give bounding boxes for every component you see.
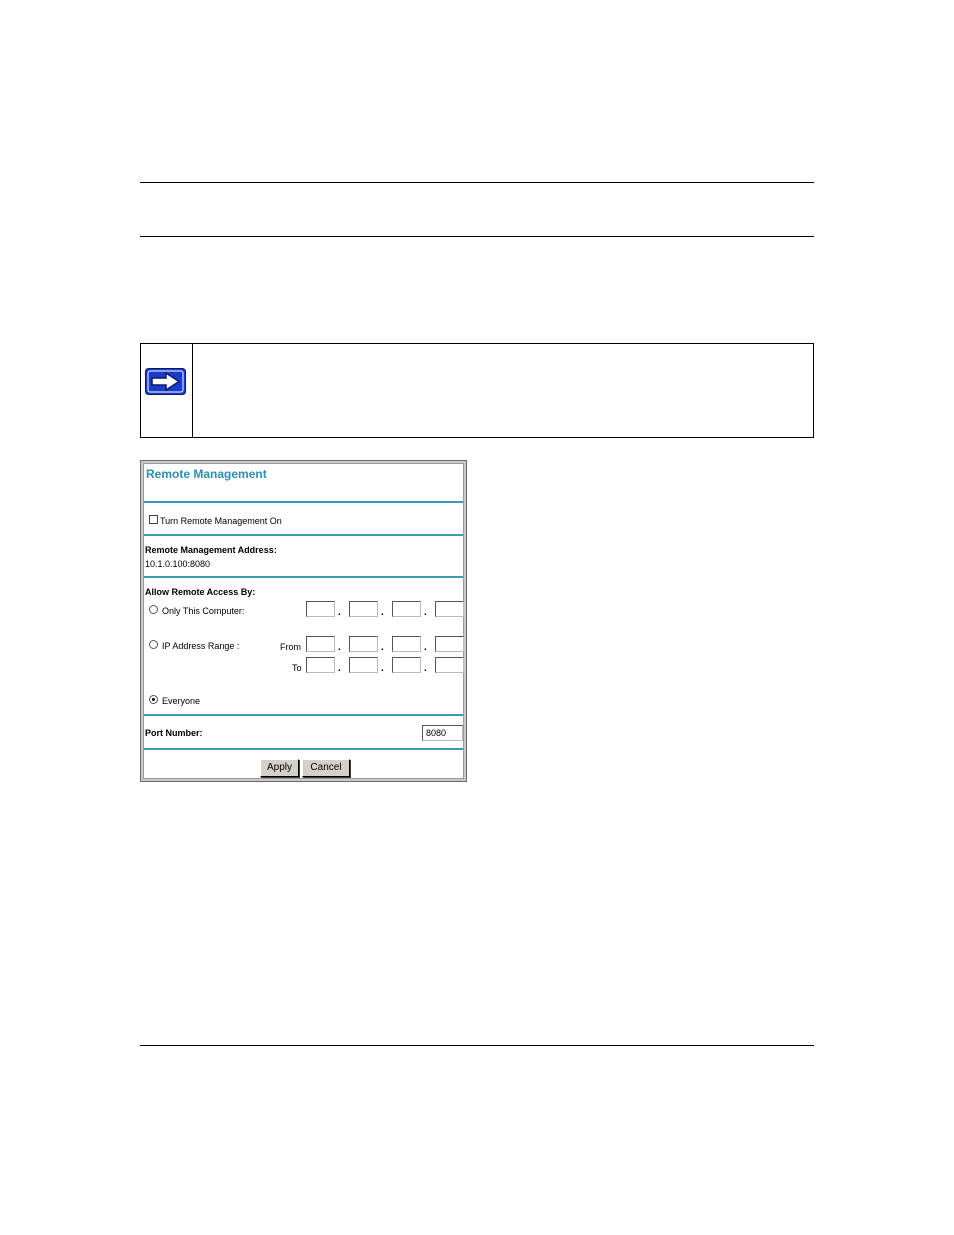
header-rule-bottom (140, 236, 814, 237)
everyone-radio[interactable] (149, 695, 158, 704)
from-label: From (280, 642, 301, 652)
ip-dot: . (381, 607, 384, 618)
apply-button[interactable]: Apply (260, 759, 299, 777)
turn-on-label: Turn Remote Management On (160, 516, 282, 526)
address-value: 10.1.0.100:8080 (145, 559, 211, 569)
ip-range-to-octet-3[interactable] (392, 657, 421, 673)
ip-dot: . (338, 642, 341, 653)
port-label: Port Number: (145, 728, 203, 738)
turn-on-checkbox[interactable] (149, 515, 158, 524)
ip-range-from-octet-1[interactable] (306, 636, 335, 652)
remote-management-panel (140, 460, 467, 782)
port-number-input[interactable]: 8080 (422, 725, 463, 741)
only-this-computer-ip-octet-2[interactable] (349, 601, 378, 617)
separator (144, 714, 463, 716)
remote-management-form (143, 463, 464, 779)
footer-rule (140, 1045, 814, 1046)
ip-range-to-octet-2[interactable] (349, 657, 378, 673)
only-this-computer-radio[interactable] (149, 605, 158, 614)
separator (144, 748, 463, 750)
panel-title: Remote Management (146, 467, 267, 481)
ip-range-from-octet-4[interactable] (435, 636, 464, 652)
only-this-computer-ip-octet-3[interactable] (392, 601, 421, 617)
note-divider (192, 344, 193, 437)
ip-dot: . (424, 607, 427, 618)
ip-dot: . (424, 642, 427, 653)
access-heading: Allow Remote Access By: (145, 587, 256, 597)
everyone-label: Everyone (162, 696, 201, 706)
ip-dot: . (338, 663, 341, 674)
ip-range-label: IP Address Range : (162, 641, 240, 651)
only-this-computer-ip-octet-4[interactable] (435, 601, 464, 617)
ip-dot: . (338, 607, 341, 618)
separator (144, 501, 463, 503)
only-this-computer-label: Only This Computer: (162, 606, 245, 616)
arrow-right-icon (145, 368, 186, 395)
ip-dot: . (381, 663, 384, 674)
ip-range-radio[interactable] (149, 640, 158, 649)
address-heading: Remote Management Address: (145, 545, 277, 555)
ip-range-from-octet-3[interactable] (392, 636, 421, 652)
ip-dot: . (424, 663, 427, 674)
ip-dot: . (381, 642, 384, 653)
separator (144, 576, 463, 578)
to-label: To (292, 663, 302, 673)
ip-range-to-octet-4[interactable] (435, 657, 464, 673)
ip-range-to-octet-1[interactable] (306, 657, 335, 673)
separator (144, 534, 463, 536)
only-this-computer-ip-octet-1[interactable] (306, 601, 335, 617)
ip-range-from-octet-2[interactable] (349, 636, 378, 652)
note-box (140, 343, 814, 438)
cancel-button[interactable]: Cancel (302, 759, 350, 777)
header-rule-top (140, 182, 814, 183)
